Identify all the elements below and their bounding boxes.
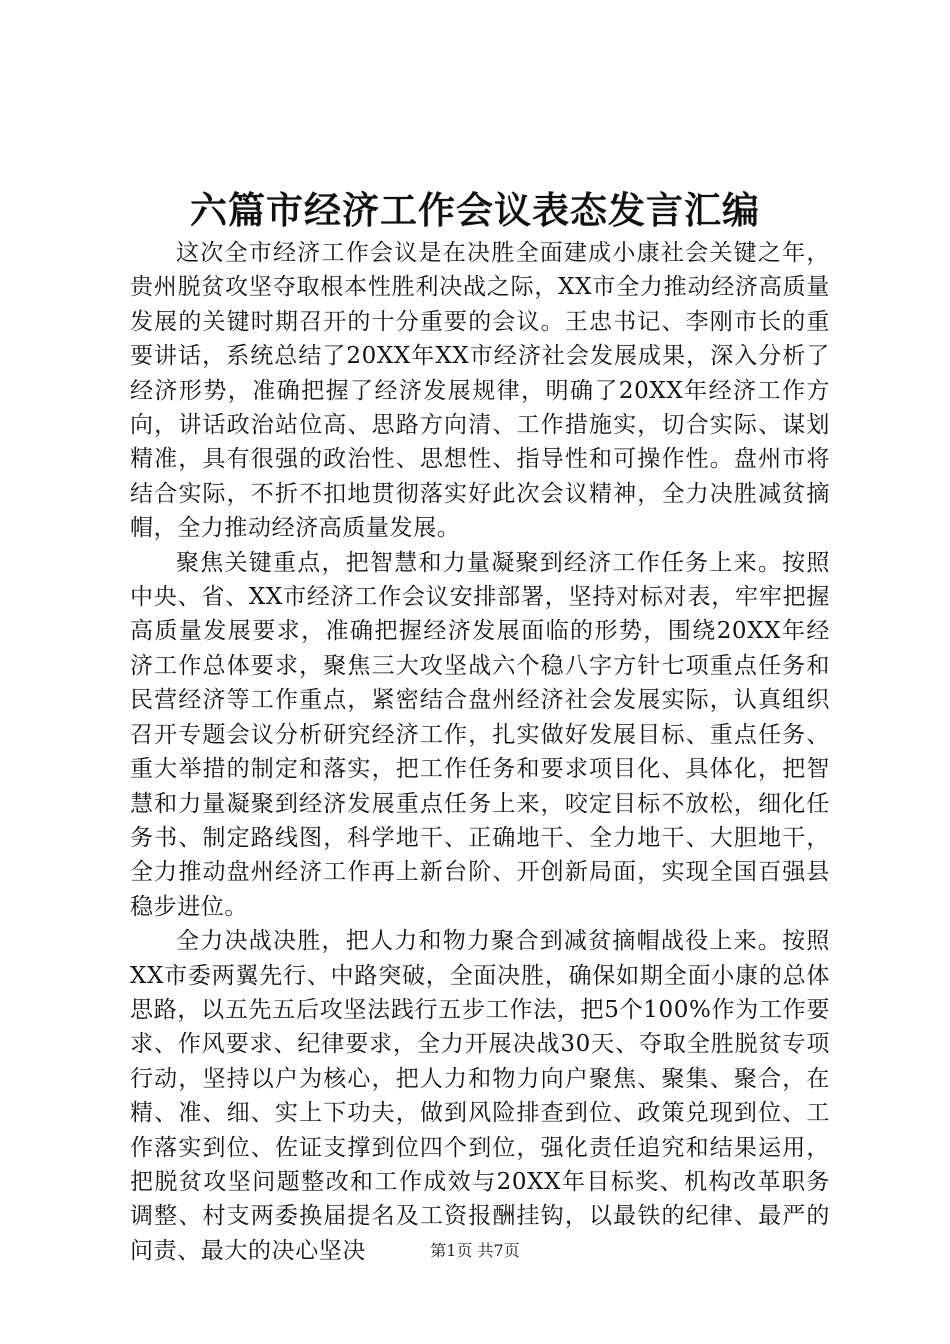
- paragraph-3: 全力决战决胜，把人力和物力聚合到减贫摘帽战役上来。按照XX市委两翼先行、中路突破，全面决胜，确保如期全面小康的总体思路，以五先五后攻坚法践行五步工作法，把5个100%作为工作要求、作风要求、纪律要求，全力开展决战30天、夺取全胜脱贫专项行动，坚持以户为核心，把人力和物力向户聚焦、聚集、聚合，在精、准、细、实上下功夫，做到风险排查到位、政策兑现到位、工作落实到位、佐证支撑到位四个到位，强化责任追究和结果运用，把脱贫攻坚问题整改和工作成效与20XX年目标奖、机构改革职务调整、村支两委换届提名及工资报酬挂钩，以最铁的纪律、最严的问责、最大的决心坚决: [130, 928, 830, 1264]
- page-footer: 第1页 共7页: [430, 1241, 520, 1260]
- document-body: [130, 236, 830, 1268]
- paragraph-1: 这次全市经济工作会议是在决胜全面建成小康社会关键之年，贵州脱贫攻坚夺取根本性胜利决战之际，XX市全力推动经济高质量发展的关键时期召开的十分重要的会议。王忠书记、李刚市长的重要讲话，系统总结了20XX年XX市经济社会发展成果，深入分析了经济形势，准确把握了经济发展规律，明确了20XX年经济工作方向，讲话政治站位高、思路方向清、工作措施实，切合实际、谋划精准，具有很强的政治性、思想性、指导性和可操作性。盘州市将结合实际，不折不扣地贯彻落实好此次会议精神，全力决胜减贫摘帽，全力推动经济高质量发展。: [130, 240, 830, 542]
- paragraph-2: 聚焦关键重点，把智慧和力量凝聚到经济工作任务上来。按照中央、省、XX市经济工作会议安排部署，坚持对标对表，牢牢把握高质量发展要求，准确把握经济发展面临的形势，围绕20XX年经济工作总体要求，聚焦三大攻坚战六个稳八字方针七项重点任务和民营经济等工作重点，紧密结合盘州经济社会发展实际，认真组织召开专题会议分析研究经济工作，扎实做好发展目标、重点任务、重大举措的制定和落实，把工作任务和要求项目化、具体化，把智慧和力量凝聚到经济发展重点任务上来，咬定目标不放松，细化任务书、制定路线图，科学地干、正确地干、全力地干、大胆地干，全力推动盘州经济工作再上新台阶、开创新局面，实现全国百强县稳步进位。: [130, 549, 830, 920]
- document-title: 六篇市经济工作会议表态发言汇编: [190, 188, 760, 232]
